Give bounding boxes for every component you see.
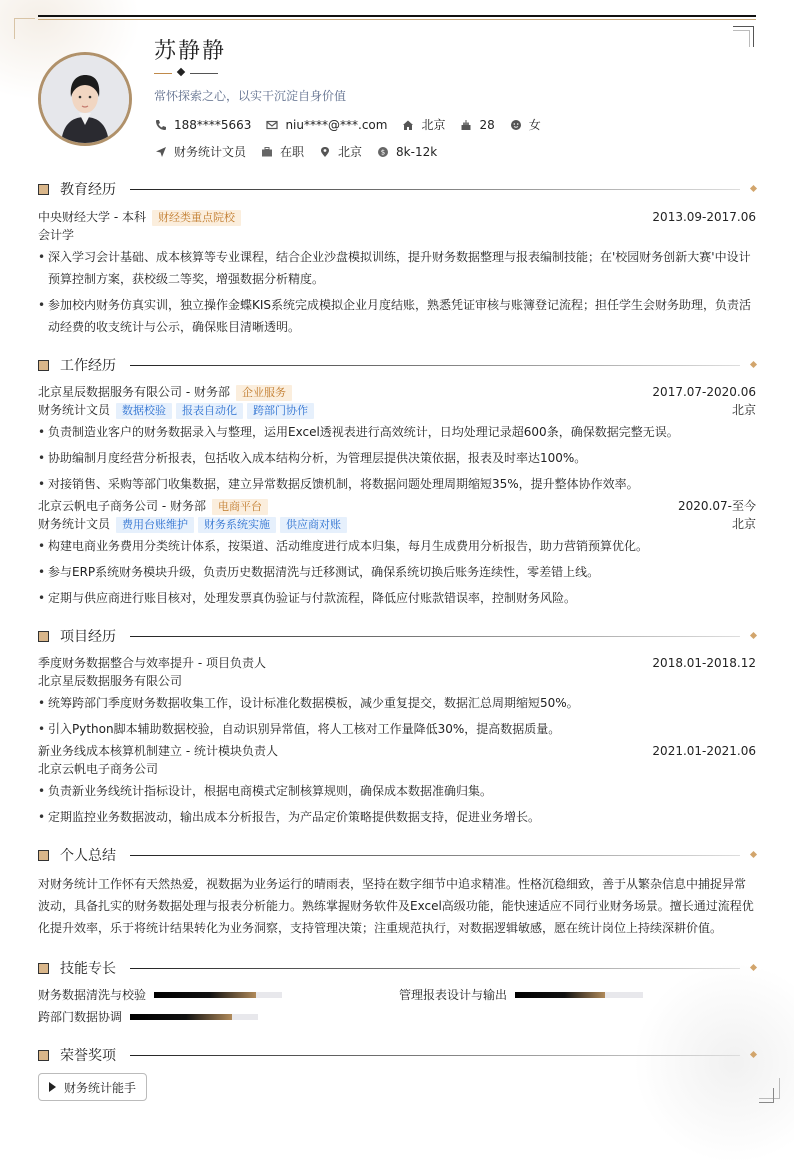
- company-line: 北京星辰数据服务有限公司 - 财务部: [38, 385, 230, 399]
- list-item: • 负责制造业客户的财务数据录入与整理，运用Excel透视表进行高效统计，日均处理记录超600条，确保数据完整无误。: [38, 421, 756, 443]
- section-header-summary: [38, 845, 756, 865]
- school-tag: 财经类重点院校: [152, 210, 241, 226]
- skill-bar-fill: [130, 1014, 232, 1020]
- name-ornament: [154, 68, 220, 78]
- phone-item: [154, 118, 251, 132]
- status-item: [260, 143, 304, 160]
- skill-tag: 供应商对账: [280, 517, 347, 533]
- section-header-honors: [38, 1045, 756, 1065]
- section-marker-icon: [38, 850, 49, 861]
- svg-text:$: $: [380, 148, 386, 157]
- role: 财务统计文员: [38, 403, 111, 417]
- skill-name: 跨部门数据协调: [38, 1010, 123, 1024]
- education-period: 2013.09-2017.06: [652, 210, 756, 224]
- section-diamond-icon: [750, 361, 757, 368]
- home-icon: [401, 118, 415, 132]
- skill-bar-fill: [515, 992, 605, 998]
- salary-item: [376, 145, 437, 159]
- skill-name: 管理报表设计与输出: [399, 988, 508, 1002]
- section-marker-icon: [38, 184, 49, 195]
- section-divider: [130, 636, 740, 637]
- role: 财务统计文员: [38, 517, 111, 531]
- briefcase-icon: [260, 145, 274, 159]
- list-item: • 统筹跨部门季度财务数据收集工作，设计标准化数据模板，减少重复提交，数据汇总周期缩短50%。: [38, 692, 756, 714]
- project-bullets: [38, 780, 756, 828]
- skill-bar: [130, 1014, 258, 1020]
- list-item: • 负责新业务线统计指标设计，根据电商模式定制核算规则，确保成本数据准确归集。: [38, 780, 756, 802]
- honor-badge: [38, 1073, 147, 1101]
- section-title: 技能专长: [60, 961, 116, 977]
- project-period: 2021.01-2021.06: [652, 744, 756, 758]
- skill-tag: 财务系统实施: [198, 517, 276, 533]
- project-org: 北京云帆电子商务公司: [38, 762, 159, 776]
- section-diamond-icon: [750, 185, 757, 192]
- industry-tag: 电商平台: [212, 499, 268, 515]
- skill-item: [399, 986, 643, 1003]
- section-title: 工作经历: [60, 358, 116, 374]
- city-item: [401, 116, 445, 133]
- honor-text: 财务统计能手: [64, 1080, 137, 1095]
- list-item: • 对接销售、采购等部门收集数据，建立异常数据反馈机制，将数据问题处理周期缩短35%，提升整体协作效率。: [38, 473, 756, 495]
- section-marker-icon: [38, 631, 49, 642]
- summary-text: 对财务统计工作怀有天然热爱，视数据为业务运行的晴雨表，坚持在数字细节中追求精准。性格沉稳细致，善于从繁杂信息中捕捉异常波动，具备扎实的财务数据处理与报表分析能力。熟练掌握财务软件及Excel高级功能，能快速适应不同行业财务场景。擅长通过流程优化提升效率，乐于将统计结果转化为业务洞察，支持管理决策；注重规范执行，对数据逻辑敏感，愿在统计岗位上持续深耕价值。: [38, 877, 754, 935]
- skill-bar: [515, 992, 643, 998]
- project-org: 北京星辰数据服务有限公司: [38, 674, 183, 688]
- section-header-projects: [38, 626, 756, 646]
- section-divider: [130, 968, 740, 969]
- email-item: [265, 118, 387, 132]
- work-bullets: [38, 535, 756, 609]
- list-item: • 协助编制月度经营分析报表，包括收入成本结构分析，为管理层提供决策依据，报表及时率达100%。: [38, 447, 756, 469]
- work-location: 北京: [731, 403, 756, 417]
- job-item: [154, 143, 246, 160]
- skill-tag: 跨部门协作: [247, 403, 314, 419]
- play-icon: [49, 1082, 56, 1092]
- project-period: 2018.01-2018.12: [652, 656, 756, 670]
- send-icon: [154, 145, 168, 159]
- work-bullets: [38, 421, 756, 495]
- skill-tag: 费用台账维护: [116, 517, 194, 533]
- skill-item: [38, 1008, 258, 1025]
- intent-row: [154, 143, 451, 160]
- company-line: 北京云帆电子商务公司 - 财务部: [38, 499, 206, 513]
- section-diamond-icon: [750, 1051, 757, 1058]
- section-divider: [130, 189, 740, 190]
- list-item: • 参加校内财务仿真实训，独立操作金蝶KIS系统完成模拟企业月度结账，熟悉凭证审核与账簿登记流程；担任学生会财务助理，负责活动经费的收支统计与公示，确保账目清晰透明。: [38, 294, 756, 338]
- skill-bar-fill: [154, 992, 256, 998]
- age-item: [459, 118, 494, 132]
- industry-tag: 企业服务: [236, 385, 292, 401]
- work-location: 北京: [731, 517, 756, 531]
- phone-text: 188****5663: [174, 117, 252, 132]
- target-city-item: [318, 143, 362, 160]
- section-diamond-icon: [750, 964, 757, 971]
- coin-icon: [376, 145, 390, 159]
- job-text: 财务统计文员: [174, 145, 247, 159]
- skill-item: [38, 986, 282, 1003]
- gender-text: 女: [528, 118, 541, 132]
- corner-bracket-top-left: [14, 18, 35, 39]
- email-text: niu****@***.com: [285, 117, 388, 132]
- education-block: [38, 208, 756, 342]
- section-marker-icon: [38, 963, 49, 974]
- age-text: 28: [479, 117, 495, 132]
- city-text: 北京: [421, 118, 446, 132]
- section-title: 个人总结: [60, 848, 116, 864]
- project-bullets: [38, 692, 756, 740]
- section-diamond-icon: [750, 851, 757, 858]
- work-period: 2017.07-2020.06: [652, 385, 756, 399]
- section-diamond-icon: [750, 632, 757, 639]
- target-city-text: 北京: [338, 145, 363, 159]
- avatar: [38, 52, 132, 146]
- work-entry-2: [38, 497, 756, 613]
- work-entry-1: [38, 383, 756, 499]
- face-icon: [509, 118, 523, 132]
- corner-bracket-top-right-inner: [733, 30, 750, 47]
- motto: 常怀探索之心，以实干沉淀自身价值: [154, 89, 347, 103]
- education-bullets: [38, 246, 756, 338]
- contact-row: [154, 116, 555, 133]
- email-icon: [265, 118, 279, 132]
- status-text: 在职: [280, 145, 305, 159]
- skill-name: 财务数据清洗与校验: [38, 988, 147, 1002]
- project-title: 新业务线成本核算机制建立 - 统计模块负责人: [38, 744, 278, 758]
- project-entry-2: [38, 742, 756, 832]
- section-divider: [130, 365, 740, 366]
- section-title: 教育经历: [60, 182, 116, 198]
- section-marker-icon: [38, 1050, 49, 1061]
- section-header-skills: [38, 958, 756, 978]
- project-title: 季度财务数据整合与效率提升 - 项目负责人: [38, 656, 266, 670]
- cake-icon: [459, 118, 473, 132]
- list-item: • 深入学习会计基础、成本核算等专业课程，结合企业沙盘模拟训练，提升财务数据整理与报表编制技能；在'校园财务创新大赛'中设计预算控制方案，获校级二等奖，增强数据分析精度。: [38, 246, 756, 290]
- skill-tag: 数据校验: [116, 403, 172, 419]
- location-pin-icon: [318, 145, 332, 159]
- list-item: • 参与ERP系统财务模块升级，负责历史数据清洗与迁移测试，确保系统切换后账务连续性，零差错上线。: [38, 561, 756, 583]
- section-title: 项目经历: [60, 629, 116, 645]
- salary-text: 8k-12k: [396, 144, 438, 159]
- skill-bar: [154, 992, 282, 998]
- list-item: • 引入Python脚本辅助数据校验，自动识别异常值，将人工核对工作量降低30%，提高数据质量。: [38, 718, 756, 740]
- work-period: 2020.07-至今: [678, 499, 756, 513]
- corner-bracket-bottom-right-inner: [759, 1088, 774, 1103]
- skill-tag: 报表自动化: [176, 403, 243, 419]
- header-rule: [38, 15, 756, 17]
- school-line: 中央财经大学 - 本科: [38, 210, 146, 224]
- list-item: • 定期与供应商进行账目核对，处理发票真伪验证与付款流程，降低应付账款错误率，控制财务风险。: [38, 587, 756, 609]
- gender-item: [509, 116, 541, 133]
- header-rule-accent: [38, 19, 756, 20]
- list-item: • 定期监控业务数据波动，输出成本分析报告，为产品定价策略提供数据支持，促进业务增长。: [38, 806, 756, 828]
- major: 会计学: [38, 228, 75, 242]
- project-entry-1: [38, 654, 756, 744]
- section-marker-icon: [38, 360, 49, 371]
- section-divider: [130, 855, 740, 856]
- candidate-name: 苏静静: [154, 39, 227, 64]
- section-header-work: [38, 355, 756, 375]
- section-header-education: [38, 179, 756, 199]
- section-divider: [130, 1055, 740, 1056]
- list-item: • 构建电商业务费用分类统计体系，按渠道、活动维度进行成本归集，每月生成费用分析报告，助力营销预算优化。: [38, 535, 756, 557]
- section-title: 荣誉奖项: [60, 1048, 116, 1064]
- phone-icon: [154, 118, 168, 132]
